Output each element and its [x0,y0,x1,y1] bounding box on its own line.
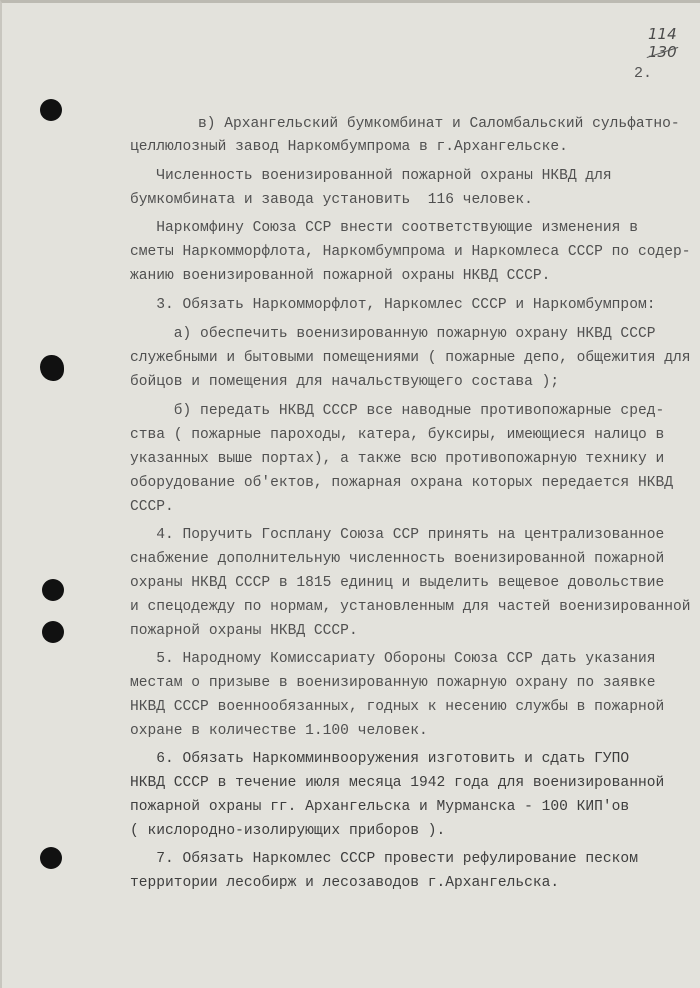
text-line: 4. Поручить Госплану Союза ССР принять на централизованное [130,527,665,543]
text-line: указанных выше портах), а также всю противопожарную технику и [130,451,665,467]
archive-number-new: 114 [648,25,677,43]
text-line: ( кислородно-изолирующих приборов ). [130,823,446,839]
text-line: пожарной охраны гг. Архангельска и Мурманска - 100 КИП'ов [130,799,630,815]
punch-hole [42,621,64,643]
text-line: пожарной охраны НКВД СССР. [130,623,358,639]
text-line: 5. Народному Комиссариату Обороны Союза ССР дать указания [130,651,656,667]
text-line: СССР. [130,499,174,515]
text-line: 6. Обязать Наркомминвооружения изготовить и сдать ГУПО [130,751,630,767]
text-line: местам о призыве в военизированную пожарную охрану по заявке [130,675,656,691]
text-line: оборудование об'ектов, пожарная охрана которых передается НКВД [130,475,673,491]
text-line: 7. Обязать Наркомлес СССР провести рефулирование песком [130,851,638,867]
page-number: 2. [634,65,653,82]
text-line: охране в количестве 1.100 человек. [130,723,428,739]
punch-hole [40,355,64,381]
text-line: целлюлозный завод Наркомбумпрома в г.Архангельске. [130,139,568,155]
punch-hole [40,99,62,121]
text-line: территории лесобирж и лесозаводов г.Архангельска. [130,875,560,891]
text-line: сметы Наркомморфлота, Наркомбумпрома и Наркомлеса СССР по содер- [130,244,691,260]
text-line: НКВД СССР в течение июля месяца 1942 года для военизированной [130,775,665,791]
text-line: Численность военизированной пожарной охраны НКВД для [130,168,612,184]
text-line: НКВД СССР военнообязанных, годных к несению службы в пожарной [130,699,665,715]
text-line: и спецодежду по нормам, установленным для частей военизированной [130,599,691,615]
text-line: б) передать НКВД СССР все наводные противопожарные сред- [130,403,665,419]
text-line: в) Архангельский бумкомбинат и Саломбальский сульфатно- [198,116,680,132]
text-line: 3. Обязать Наркомморфлот, Наркомлес СССР и Наркомбумпром: [130,297,656,313]
text-line: Наркомфину Союза ССР внести соответствующие изменения в [130,220,638,236]
text-line: жанию военизированной пожарной охраны НКВД СССР. [130,268,551,284]
text-line: а) обеспечить военизированную пожарную охрану НКВД СССР [130,326,656,342]
text-line: ства ( пожарные пароходы, катера, буксиры, имеющиеся налицо в [130,427,665,443]
archive-number-old: 130 [648,43,677,61]
punch-hole [40,847,62,869]
text-line: бумкомбината и завода установить 116 человек. [130,192,533,208]
text-line: служебными и бытовыми помещениями ( пожарные депо, общежития для [130,350,691,366]
archive-page-number [648,25,677,61]
text-line: снабжение дополнительную численность военизированной пожарной [130,551,665,567]
text-line: охраны НКВД СССР в 1815 единиц и выделить вещевое довольствие [130,575,665,591]
text-line: бойцов и помещения для начальствующего состава ); [130,374,560,390]
punch-hole [42,579,64,601]
